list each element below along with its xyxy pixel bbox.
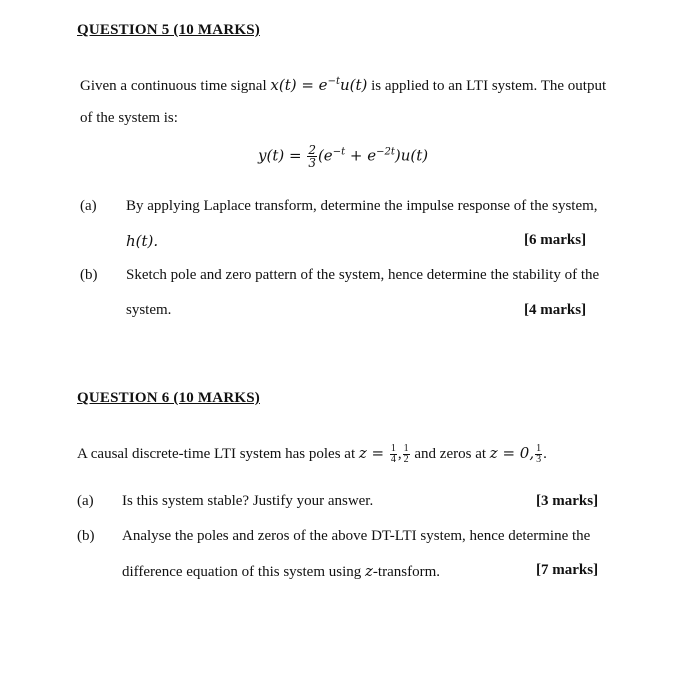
q5-part-a-marks: [6 marks] xyxy=(524,232,587,248)
q5-output-equation: y(t) = $\frac{2}{3}$ $(e^{-t} + e^{-2t})u(t)$ xyxy=(258,143,429,170)
q5-part-a-line-2: h(t). xyxy=(126,232,159,250)
question-6-heading: QUESTION 6 (10 MARKS) xyxy=(77,390,260,406)
q5-intro-before: Given a continuous time signal xyxy=(80,78,271,94)
question-5-intro-line-1 xyxy=(80,76,606,95)
q5-intro-after: is applied to an LTI system. The output xyxy=(367,78,607,94)
q5-part-b-label: (b) xyxy=(80,267,98,283)
q6-pole-1: $\frac{1}{4}$ xyxy=(390,443,396,466)
question-5-heading: QUESTION 5 (10 MARKS) xyxy=(77,22,260,38)
q6-pole-2: $\frac{1}{2}$ xyxy=(403,443,409,466)
q6-part-a-text: Is this system stable? Justify your answer. xyxy=(122,493,374,509)
q6-part-b-line-2: difference equation of this system using z-transform. xyxy=(122,562,440,580)
question-5-intro-line-2: of the system is: xyxy=(80,110,178,126)
q6-part-a-marks: [3 marks] xyxy=(536,493,599,509)
q6-poles-variable: z = xyxy=(358,444,389,462)
question-6-intro: A causal discrete-time LTI system has poles at z = $\frac{1}{4}$ , $\frac{1}{2}$ and zeros at z = 0, $\frac{1}{3}$ . xyxy=(77,443,547,466)
q6-zero-1: $\frac{1}{3}$ xyxy=(536,443,542,466)
q5-input-signal: $x(t) = e^{-t}u(t)$ xyxy=(270,76,368,94)
q5-part-a-line-1: By applying Laplace transform, determine the impulse response of the system, xyxy=(126,198,598,214)
q5-part-b-line-1: Sketch pole and zero pattern of the system, hence determine the stability of the xyxy=(126,267,600,283)
q6-part-b-marks: [7 marks] xyxy=(536,562,599,578)
q6-zeros-variable: z = 0, xyxy=(489,444,535,462)
q6-part-b-line-1: Analyse the poles and zeros of the above DT-LTI system, hence determine the xyxy=(122,528,591,544)
q6-part-a-label: (a) xyxy=(77,493,94,509)
q5-fraction-two-thirds: $\frac{2}{3}$ xyxy=(308,143,316,170)
q6-part-b-label: (b) xyxy=(77,528,95,544)
q5-part-a-label: (a) xyxy=(80,198,97,214)
q5-part-b-marks: [4 marks] xyxy=(524,302,587,318)
q5-part-b-line-2: system. xyxy=(126,302,172,318)
